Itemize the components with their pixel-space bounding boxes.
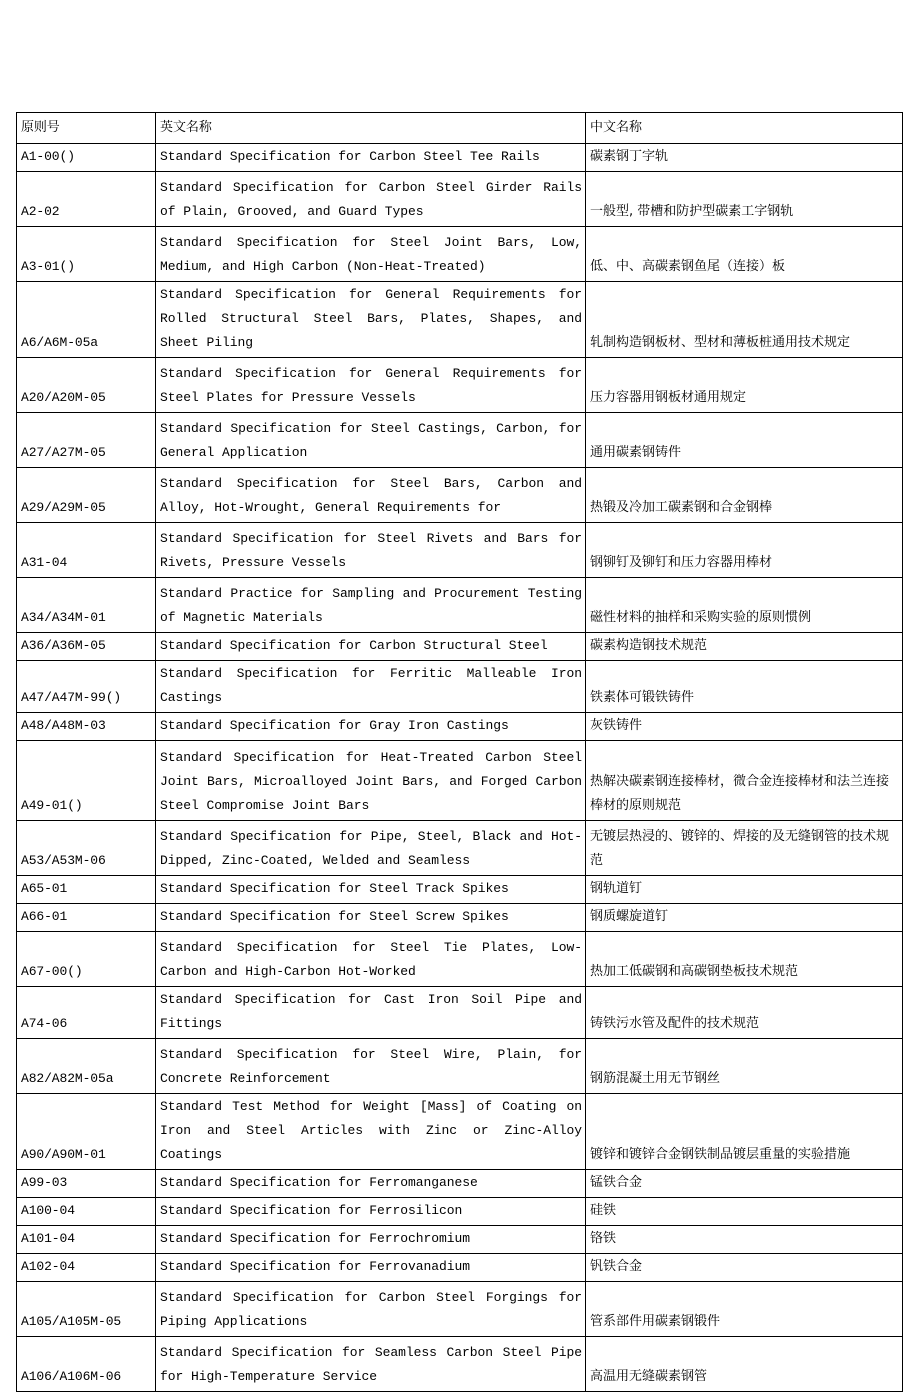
standard-chinese-name: 钢筋混凝土用无节钢丝 xyxy=(586,1039,903,1094)
standard-chinese-name: 镀锌和镀锌合金钢铁制品镀层重量的实验措施 xyxy=(586,1094,903,1170)
standard-english-name: Standard Specification for Ferrochromium xyxy=(156,1226,586,1254)
table-row xyxy=(17,1039,903,1094)
table-row xyxy=(17,1337,903,1392)
table-row xyxy=(17,741,903,821)
table-row xyxy=(17,172,903,227)
standard-code: A100-04 xyxy=(17,1198,156,1226)
standard-chinese-name: 热锻及冷加工碳素钢和合金钢棒 xyxy=(586,468,903,523)
standard-english-name: Standard Practice for Sampling and Procurement Testing of Magnetic Materials xyxy=(156,578,586,633)
standard-chinese-name: 无镀层热浸的、镀锌的、焊接的及无缝钢管的技术规范 xyxy=(586,821,903,876)
table-row xyxy=(17,1198,903,1226)
standard-english-name: Standard Specification for Steel Castings, Carbon, for General Application xyxy=(156,413,586,468)
standard-code: A102-04 xyxy=(17,1254,156,1282)
table-header-row xyxy=(17,113,903,144)
standard-english-name: Standard Specification for Carbon Structural Steel xyxy=(156,633,586,661)
standard-code: A67-00() xyxy=(17,932,156,987)
standard-chinese-name: 铸铁污水管及配件的技术规范 xyxy=(586,987,903,1039)
standard-english-name: Standard Specification for Pipe, Steel, Black and Hot-Dipped, Zinc-Coated, Welded and Seamless xyxy=(156,821,586,876)
standard-chinese-name: 高温用无缝碳素钢管 xyxy=(586,1337,903,1392)
standard-code: A47/A47M-99() xyxy=(17,661,156,713)
table-row xyxy=(17,904,903,932)
standard-english-name: Standard Specification for Steel Tie Plates, Low-Carbon and High-Carbon Hot-Worked xyxy=(156,932,586,987)
standard-code: A65-01 xyxy=(17,876,156,904)
table-row xyxy=(17,987,903,1039)
standard-chinese-name: 硅铁 xyxy=(586,1198,903,1226)
table-row xyxy=(17,578,903,633)
table-row xyxy=(17,144,903,172)
standard-code: A1-00() xyxy=(17,144,156,172)
standard-chinese-name: 磁性材料的抽样和采购实验的原则惯例 xyxy=(586,578,903,633)
table-row xyxy=(17,227,903,282)
standard-chinese-name: 钒铁合金 xyxy=(586,1254,903,1282)
standard-chinese-name: 碳素构造钢技术规范 xyxy=(586,633,903,661)
standard-english-name: Standard Specification for Ferrosilicon xyxy=(156,1198,586,1226)
table-body xyxy=(17,113,903,1392)
standard-code: A66-01 xyxy=(17,904,156,932)
standard-code: A48/A48M-03 xyxy=(17,713,156,741)
standard-english-name: Standard Specification for Heat-Treated Carbon Steel Joint Bars, Microalloyed Joint Bars, and Forged Carbon Steel Compromise Joint Bars xyxy=(156,741,586,821)
standard-chinese-name: 钢轨道钉 xyxy=(586,876,903,904)
table-row xyxy=(17,932,903,987)
standard-english-name: Standard Specification for Gray Iron Castings xyxy=(156,713,586,741)
table-row xyxy=(17,633,903,661)
standard-chinese-name: 一般型, 带槽和防护型碳素工字钢轨 xyxy=(586,172,903,227)
column-header-code: 原则号 xyxy=(17,113,156,144)
standard-english-name: Standard Specification for Ferrovanadium xyxy=(156,1254,586,1282)
table-row xyxy=(17,468,903,523)
table-row xyxy=(17,821,903,876)
column-header-english: 英文名称 xyxy=(156,113,586,144)
table-row xyxy=(17,876,903,904)
table-row xyxy=(17,282,903,358)
table-row xyxy=(17,1094,903,1170)
table-row xyxy=(17,523,903,578)
table-row xyxy=(17,1170,903,1198)
standard-chinese-name: 钢铆钉及铆钉和压力容器用棒材 xyxy=(586,523,903,578)
standard-code: A99-03 xyxy=(17,1170,156,1198)
standard-chinese-name: 灰铁铸件 xyxy=(586,713,903,741)
table-row xyxy=(17,358,903,413)
standard-english-name: Standard Specification for General Requirements for Rolled Structural Steel Bars, Plates, Shapes, and Sheet Piling xyxy=(156,282,586,358)
standard-chinese-name: 热加工低碳钢和高碳钢垫板技术规范 xyxy=(586,932,903,987)
standard-code: A31-04 xyxy=(17,523,156,578)
table-row xyxy=(17,413,903,468)
standard-code: A90/A90M-01 xyxy=(17,1094,156,1170)
standard-code: A82/A82M-05a xyxy=(17,1039,156,1094)
standards-table xyxy=(16,112,903,1392)
table-row xyxy=(17,1282,903,1337)
standard-code: A29/A29M-05 xyxy=(17,468,156,523)
standard-chinese-name: 铁素体可锻铁铸件 xyxy=(586,661,903,713)
standard-code: A20/A20M-05 xyxy=(17,358,156,413)
standard-code: A49-01() xyxy=(17,741,156,821)
standard-english-name: Standard Specification for Ferritic Malleable Iron Castings xyxy=(156,661,586,713)
standard-code: A53/A53M-06 xyxy=(17,821,156,876)
standard-code: A27/A27M-05 xyxy=(17,413,156,468)
table-row xyxy=(17,661,903,713)
standard-chinese-name: 铬铁 xyxy=(586,1226,903,1254)
standard-code: A3-01() xyxy=(17,227,156,282)
standard-code: A6/A6M-05a xyxy=(17,282,156,358)
standard-english-name: Standard Specification for Steel Wire, Plain, for Concrete Reinforcement xyxy=(156,1039,586,1094)
standard-chinese-name: 管系部件用碳素钢锻件 xyxy=(586,1282,903,1337)
standard-english-name: Standard Specification for Seamless Carbon Steel Pipe for High-Temperature Service xyxy=(156,1337,586,1392)
standard-english-name: Standard Specification for Carbon Steel Tee Rails xyxy=(156,144,586,172)
standard-chinese-name: 热解决碳素钢连接棒材，微合金连接棒材和法兰连接棒材的原则规范 xyxy=(586,741,903,821)
table-row xyxy=(17,1226,903,1254)
standard-code: A106/A106M-06 xyxy=(17,1337,156,1392)
standard-english-name: Standard Test Method for Weight [Mass] of Coating on Iron and Steel Articles with Zinc or Zinc-Alloy Coatings xyxy=(156,1094,586,1170)
table-row xyxy=(17,713,903,741)
standard-code: A36/A36M-05 xyxy=(17,633,156,661)
standard-code: A101-04 xyxy=(17,1226,156,1254)
standard-chinese-name: 碳素钢丁字轨 xyxy=(586,144,903,172)
standard-english-name: Standard Specification for Steel Bars, Carbon and Alloy, Hot-Wrought, General Requirements for xyxy=(156,468,586,523)
standard-english-name: Standard Specification for Steel Joint Bars, Low, Medium, and High Carbon (Non-Heat-Treated) xyxy=(156,227,586,282)
standard-code: A105/A105M-05 xyxy=(17,1282,156,1337)
standard-chinese-name: 钢质螺旋道钉 xyxy=(586,904,903,932)
standard-chinese-name: 通用碳素钢铸件 xyxy=(586,413,903,468)
standard-english-name: Standard Specification for General Requirements for Steel Plates for Pressure Vessels xyxy=(156,358,586,413)
standard-code: A34/A34M-01 xyxy=(17,578,156,633)
standard-english-name: Standard Specification for Carbon Steel Girder Rails of Plain, Grooved, and Guard Types xyxy=(156,172,586,227)
standard-english-name: Standard Specification for Carbon Steel Forgings for Piping Applications xyxy=(156,1282,586,1337)
standard-english-name: Standard Specification for Steel Rivets and Bars for Rivets, Pressure Vessels xyxy=(156,523,586,578)
standard-code: A74-06 xyxy=(17,987,156,1039)
standard-chinese-name: 锰铁合金 xyxy=(586,1170,903,1198)
table-row xyxy=(17,1254,903,1282)
standard-chinese-name: 压力容器用钢板材通用规定 xyxy=(586,358,903,413)
standard-chinese-name: 轧制构造钢板材、型材和薄板桩通用技术规定 xyxy=(586,282,903,358)
standard-english-name: Standard Specification for Ferromanganese xyxy=(156,1170,586,1198)
standard-english-name: Standard Specification for Steel Screw Spikes xyxy=(156,904,586,932)
column-header-chinese: 中文名称 xyxy=(586,113,903,144)
standard-code: A2-02 xyxy=(17,172,156,227)
standard-english-name: Standard Specification for Steel Track Spikes xyxy=(156,876,586,904)
standard-chinese-name: 低、中、高碳素钢鱼尾（连接）板 xyxy=(586,227,903,282)
standard-english-name: Standard Specification for Cast Iron Soil Pipe and Fittings xyxy=(156,987,586,1039)
